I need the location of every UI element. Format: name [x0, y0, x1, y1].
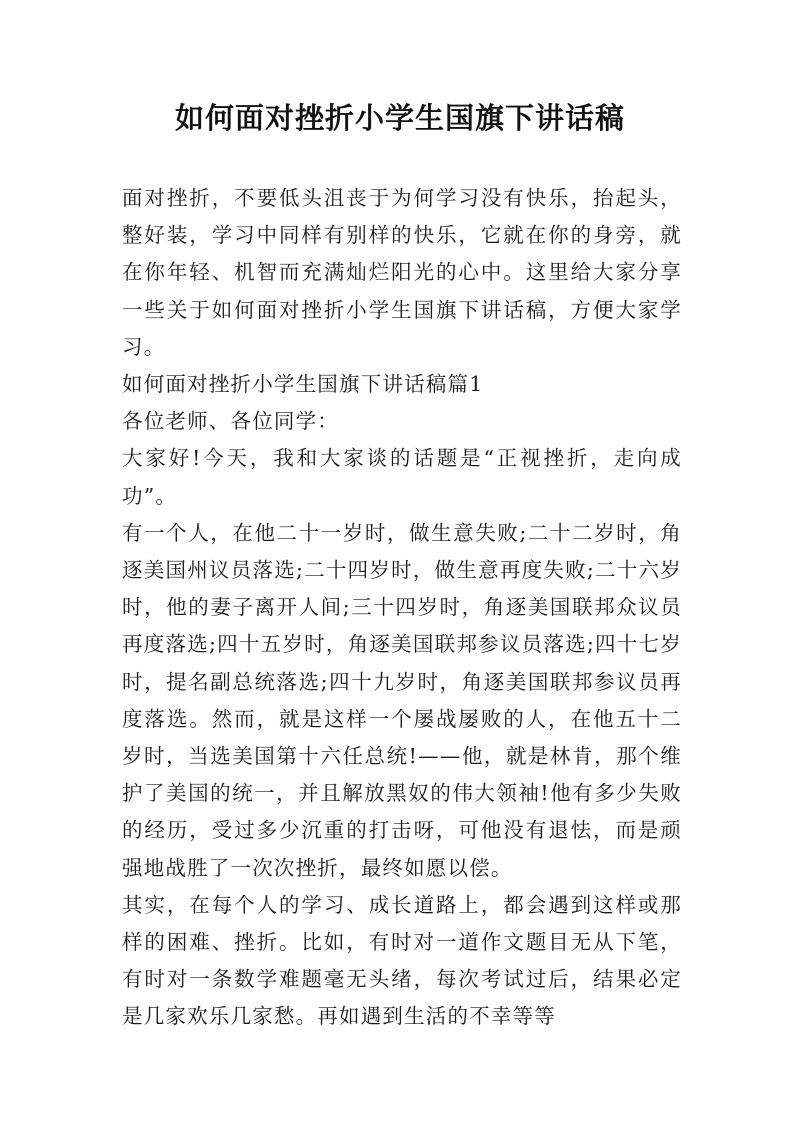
section-heading: 如何面对挫折小学生国旗下讲话稿篇1 — [122, 372, 484, 397]
greeting-paragraph: 大家好!今天，我和大家谈的话题是“正视挫折，走向成功”。 — [122, 446, 682, 508]
document-body — [122, 180, 682, 1036]
salutation: 各位老师、各位同学： — [122, 409, 339, 434]
difficulties-paragraph: 其实，在每个人的学习、成长道路上，都会遇到这样或那样的困难、挫折。比如，有时对一道作文题目无从下笔，有时对一条数学难题毫无头绪，每次考试过后，结果必定是几家欢乐几家愁。再如遇到生活的不幸等等 — [122, 892, 682, 1029]
intro-paragraph: 面对挫折，不要低头沮丧于为何学习没有快乐，抬起头，整好装，学习中同样有别样的快乐，它就在你的身旁，就在你年轻、机智而充满灿烂阳光的心中。这里给大家分享一些关于如何面对挫折小学生国旗下讲话稿，方便大家学习。 — [122, 186, 682, 359]
document-title: 如何面对挫折小学生国旗下讲话稿 — [174, 101, 625, 135]
lincoln-story-paragraph: 有一个人，在他二十一岁时，做生意失败;二十二岁时，角逐美国州议员落选;二十四岁时，做生意再度失败;二十六岁时，他的妻子离开人间;三十四岁时，角逐美国联邦众议员再度落选;四十五岁时，角逐美国联邦参议员落选;四十七岁时，提名副总统落选;四十九岁时，角逐美国联邦参议员再度落选。然而，就是这样一个屡战屡败的人，在他五十二岁时，当选美国第十六任总统!——他，就是林肯，那个维护了美国的统一，并且解放黑奴的伟大领袖!他有多少失败的经历，受过多少沉重的打击呀，可他没有退怯，而是顽强地战胜了一次次挫折，最终如愿以偿。 — [122, 520, 682, 880]
